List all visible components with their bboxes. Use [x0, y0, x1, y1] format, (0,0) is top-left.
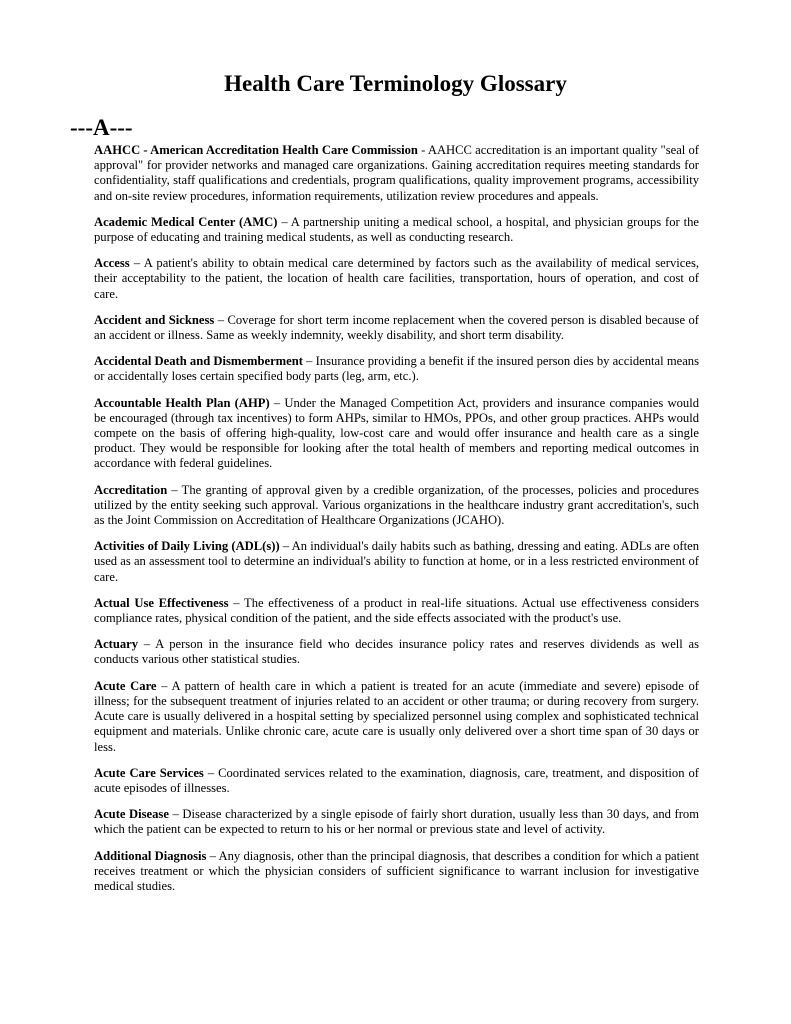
- glossary-entry: [94, 766, 699, 796]
- glossary-term: Accidental Death and Dismemberment: [94, 354, 303, 369]
- glossary-definition: – Coordinated services related to the examination, diagnosis, care, treatment, and disposition of acute episodes of illnesses.: [94, 765, 699, 795]
- glossary-entry: [94, 143, 699, 204]
- glossary-term: Activities of Daily Living (ADL(s)): [94, 539, 280, 554]
- glossary-entry: [94, 354, 699, 384]
- glossary-entry: [94, 215, 699, 245]
- glossary-entry: [94, 313, 699, 343]
- glossary-entry: [94, 807, 699, 837]
- glossary-definition: – A pattern of health care in which a patient is treated for an acute (immediate and severe) episode of illness; for the subsequent treatment of injuries related to an accident or other trauma; or during recovery from surgery. Acute care is usually delivered in a hospital setting by specialized personnel using complex and sophisticated technical equipment and materials. Unlike chronic care, acute care is usually only delivered over a short time span of 30 days or less.: [94, 678, 699, 754]
- glossary-term: Actuary: [94, 637, 139, 652]
- glossary-term: Accident and Sickness: [94, 312, 215, 327]
- glossary-term: Additional Diagnosis: [94, 848, 207, 863]
- glossary-definition: – A patient's ability to obtain medical care determined by factors such as the availability of medical services, their acceptability to the patient, the location of health care facilities, transportation, hours of operation, and cost of care.: [94, 256, 699, 301]
- glossary-entry: [94, 849, 699, 895]
- glossary-term: Acute Care: [94, 678, 157, 693]
- glossary-definition: – A partnership uniting a medical school, a hospital, and physician groups for the purpose of educating and training medical students, as well as conducting research.: [94, 214, 699, 245]
- glossary-entry: [94, 396, 699, 472]
- glossary-definition: – Coverage for short term income replacement when the covered person is disabled because of an accident or illness. Same as weekly indemnity, weekly disability, and short term disability.: [94, 312, 699, 343]
- glossary-entry: [94, 483, 699, 529]
- glossary-entry: [94, 679, 699, 755]
- glossary-entry: [94, 637, 699, 667]
- glossary-term: Accountable Health Plan (AHP): [94, 395, 270, 410]
- section-heading-a: ---A---: [70, 115, 133, 140]
- glossary-entry: [94, 596, 699, 626]
- glossary-term: Accreditation: [94, 482, 168, 497]
- glossary-definition: – The effectiveness of a product in real-life situations. Actual use effectiveness considers compliance rates, physical condition of the patient, and the side effects associated with the product's use.: [94, 595, 699, 626]
- glossary-definition: – An individual's daily habits such as bathing, dressing and eating. ADLs are often used as an assessment tool to determine an individual's ability to function at home, or in a less restricted environment of care.: [94, 539, 699, 584]
- glossary-term: Acute Care Services: [94, 765, 204, 780]
- glossary-term: AAHCC - American Accreditation Health Care Commission: [94, 143, 418, 157]
- glossary-definition: – Disease characterized by a single episode of fairly short duration, usually less than 30 days, and from which the patient can be expected to return to his or her normal or previous state and level of activity.: [94, 807, 699, 837]
- glossary-term: Access: [94, 256, 130, 271]
- glossary-definition: – The granting of approval given by a credible organization, of the processes, policies and procedures utilized by the entity seeking such approval. Various organizations in the healthcare industry grant accreditation's, such as the Joint Commission on Accreditation of Healthcare Organizations (JCAHO).: [94, 482, 699, 528]
- glossary-entry: [94, 256, 699, 302]
- page-title: Health Care Terminology Glossary: [224, 71, 567, 96]
- glossary-entries: [94, 143, 699, 905]
- glossary-term: Academic Medical Center (AMC): [94, 214, 278, 229]
- glossary-entry: [94, 539, 699, 585]
- glossary-definition: – Any diagnosis, other than the principal diagnosis, that describes a condition for which a patient receives treatment or which the physician considers of sufficient significance to warrant inclusion for investigative medical studies.: [94, 848, 699, 893]
- glossary-definition: – Insurance providing a benefit if the insured person dies by accidental means or accidentally loses certain specified body parts (leg, arm, etc.).: [94, 354, 699, 384]
- glossary-definition: - AAHCC accreditation is an important quality "seal of approval" for provider networks and managed care organizations. Gaining accreditation requires meeting standards for confidentiality, staff qualifications and credentials, program qualifications, quality improvement programs, accessibility and on-site review procedures, information requirements, utilization review procedures and appeals.: [94, 143, 699, 203]
- glossary-definition: – A person in the insurance field who decides insurance policy rates and reserves dividends as well as conducts various other statistical studies.: [94, 637, 699, 667]
- glossary-term: Actual Use Effectiveness: [94, 595, 229, 610]
- glossary-definition: – Under the Managed Competition Act, providers and insurance companies would be encouraged (through tax incentives) to form AHPs, similar to HMOs, PPOs, and other group practices. AHPs would compete on the basis of offering high-quality, low-cost care and would offer insurance and health care as a single product. They would be responsible for looking after the total health of members and reporting medical outcomes in accordance with federal guidelines.: [94, 395, 699, 471]
- glossary-term: Acute Disease: [94, 807, 169, 822]
